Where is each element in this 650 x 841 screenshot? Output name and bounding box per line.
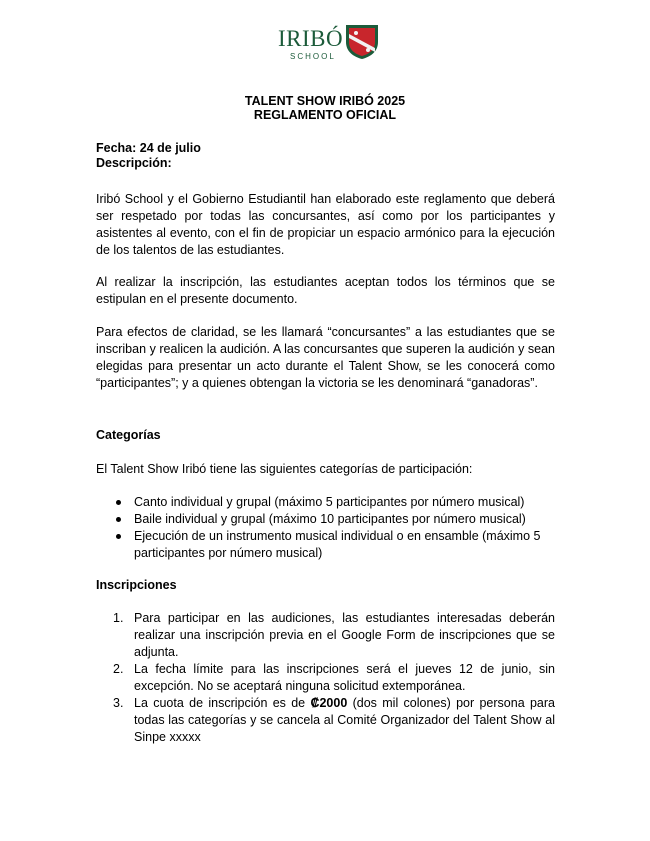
shield-icon [345,24,379,60]
paragraph-intro: Iribó School y el Gobierno Estudiantil han elaborado este reglamento que deberá ser respetado por todas las concursantes, así como por los participantes y asistentes al evento, con el fin de propiciar un espacio armónico para la ejecución de los talentos de las estudiantes. [96,192,555,257]
registration-text-end: (dos mil colones) por persona para todas las categorías y se cancela al Comité Organizador del Talent Show al Sinpe xxxxx [134,696,555,744]
categories-list [96,494,555,562]
item-number: 2. [113,662,124,676]
logo-wordmark: IRIBÓ [278,26,344,51]
registration-heading: Inscripciones [96,578,177,592]
category-text: Baile individual y grupal (máximo 10 participantes por número musical) [134,512,526,526]
list-item [96,494,555,511]
list-item [96,610,555,661]
category-text: Canto individual y grupal (máximo 5 participantes por número musical) [134,495,525,509]
categories-heading: Categorías [96,428,161,442]
description-heading: Descripción: [96,156,172,170]
fee-amount: ₡2000 [310,696,348,710]
bullet-icon [116,534,121,539]
registration-text-start: La cuota de inscripción es de [134,696,311,710]
document-title: TALENT SHOW IRIBÓ 2025 [244,94,406,108]
list-item [96,695,555,746]
registration-text: Para participar en las audiciones, las estudiantes interesadas deberán realizar una inscripción previa en el Google Form de inscripciones que se adjunta. [134,611,555,659]
school-logo [276,24,380,64]
item-number: 3. [113,696,124,710]
list-item [96,511,555,528]
bullet-icon [116,517,121,522]
date-line: Fecha: 24 de julio [96,141,201,155]
registration-text: La fecha límite para las inscripciones será el jueves 12 de junio, sin excepción. No se aceptará ninguna solicitud extemporánea. [134,662,555,693]
item-number: 1. [113,611,124,625]
paragraph-terms: Al realizar la inscripción, las estudiantes aceptan todos los términos que se estipulan en el presente documento. [96,275,555,306]
shield-emblem-2 [366,48,370,52]
logo-subtitle: SCHOOL [290,52,336,61]
document-subtitle: REGLAMENTO OFICIAL [253,108,397,122]
bullet-icon [116,500,121,505]
registration-list [96,610,555,746]
paragraph-definitions: Para efectos de claridad, se les llamará “concursantes” a las estudiantes que se inscriban y realicen la audición. A las concursantes que superen la audición y sean elegidas para presentar un acto durante el Talent Show, se les conocerá como “participantes”; y a quienes obtengan la victoria se les denominará “ganadoras”. [96,325,555,390]
list-item [96,528,555,562]
list-item [96,661,555,695]
shield-emblem-1 [354,31,358,35]
categories-intro: El Talent Show Iribó tiene las siguientes categorías de participación: [96,462,473,476]
category-text: Ejecución de un instrumento musical individual o en ensamble (máximo 5 participantes por número musical) [134,529,541,560]
